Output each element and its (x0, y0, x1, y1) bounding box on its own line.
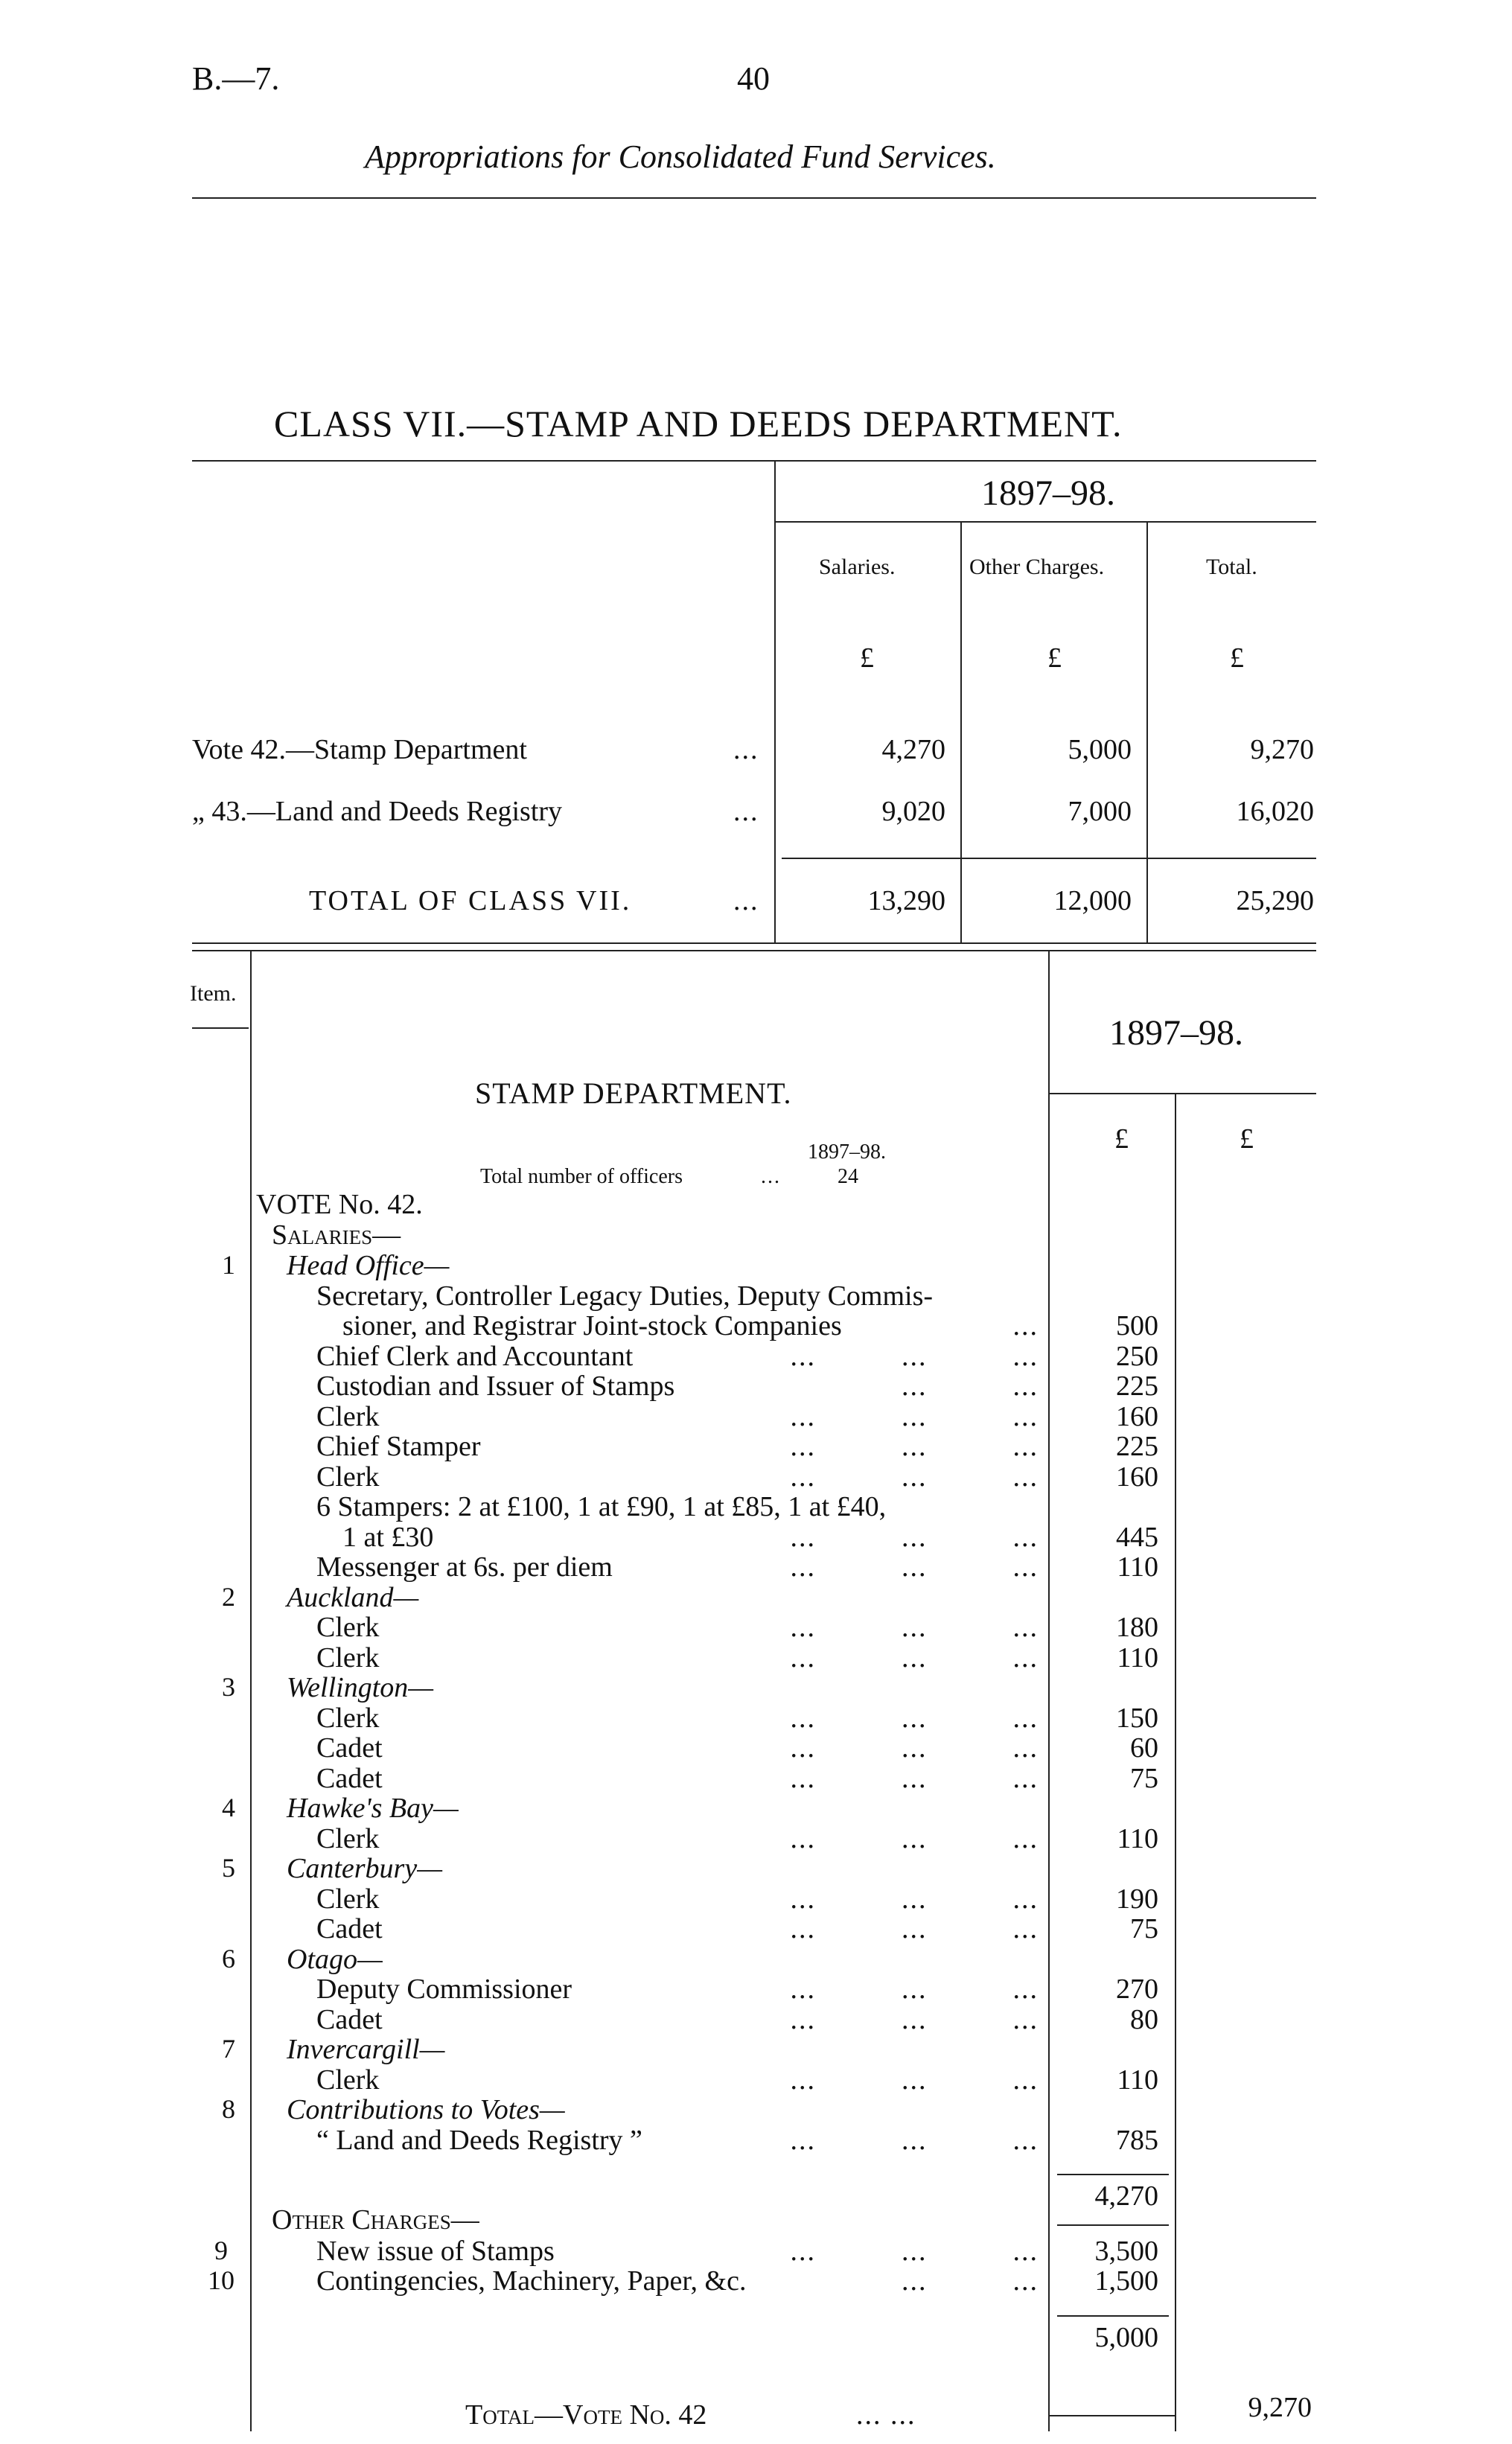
summary-row-leader: ... (733, 796, 759, 827)
dot-leader: ... ... ... (790, 1913, 1039, 1944)
line-amount: 180 (1116, 1612, 1158, 1643)
summary-left-border (774, 460, 776, 942)
line-description: New issue of Stamps (316, 2236, 555, 2267)
line-amount: 80 (1130, 2004, 1158, 2035)
summary-total-other: 12,000 (1053, 885, 1132, 916)
dot-leader: ... ... ... (790, 1703, 1039, 1734)
item-number: 2 (222, 1582, 235, 1612)
vote-total-amount: 9,270 (1248, 2392, 1312, 2423)
line-description: Cadet (316, 1913, 383, 1944)
line-amount: 3,500 (1094, 2236, 1158, 2267)
office-heading: Contributions to Votes— (287, 2094, 565, 2125)
line-amount: 500 (1116, 1310, 1158, 1341)
officers-leader: ... (761, 1165, 781, 1188)
detail-currency-1: £ (1114, 1123, 1129, 1155)
line-amount: 110 (1117, 2064, 1158, 2096)
detail-year: 1897–98. (1109, 1013, 1243, 1053)
line-description: Clerk (316, 1703, 380, 1734)
line-description: Custodian and Issuer of Stamps (316, 1371, 675, 1402)
summary-currency-salaries: £ (860, 642, 874, 674)
page-reference: B.—7. (192, 60, 280, 97)
running-title: Appropriations for Consolidated Fund Services. (365, 138, 996, 175)
summary-row-label: Vote 42.—Stamp Department (192, 734, 527, 765)
dot-leader: ... ... ... (790, 1823, 1039, 1854)
line-description: 1 at £30 (342, 1522, 434, 1553)
line-description: sioner, and Registrar Joint-stock Companies (342, 1310, 842, 1341)
item-number: 5 (222, 1853, 235, 1883)
summary-col-divider-2 (1146, 521, 1148, 942)
line-amount: 60 (1130, 1732, 1158, 1764)
office-heading: Otago— (287, 1944, 383, 1975)
line-description: Cadet (316, 1732, 383, 1764)
summary-total-leader: ... (733, 885, 759, 916)
summary-col-other-charges: Other Charges. (969, 555, 1105, 579)
item-number: 10 (208, 2265, 235, 2295)
line-description: Clerk (316, 1612, 380, 1643)
item-number: 6 (222, 1944, 235, 1974)
line-description: Chief Stamper (316, 1431, 481, 1462)
dot-leader: ... ... (902, 1371, 1039, 1402)
item-header-rule (192, 1027, 249, 1029)
summary-total-total: 25,290 (1236, 885, 1314, 916)
line-amount: 225 (1116, 1371, 1158, 1402)
dot-leader: ... ... ... (790, 1883, 1039, 1915)
line-amount: 75 (1130, 1763, 1158, 1794)
line-amount: 110 (1117, 1642, 1158, 1674)
line-description: Clerk (316, 1883, 380, 1915)
line-description: “ Land and Deeds Registry ” (316, 2125, 642, 2156)
dot-leader: ... ... ... (790, 2004, 1039, 2035)
detail-currency-2: £ (1240, 1123, 1254, 1155)
line-description: Secretary, Controller Legacy Duties, Deputy Commis- (316, 1280, 934, 1312)
other-subtotal-rule (1057, 2315, 1169, 2317)
summary-year: 1897–98. (981, 473, 1115, 513)
detail-year-rule (1048, 1093, 1316, 1094)
office-heading: Head Office— (287, 1250, 450, 1281)
dot-leader: ... ... ... (790, 2236, 1039, 2267)
line-amount: 1,500 (1094, 2265, 1158, 2297)
item-number: 8 (222, 2094, 235, 2124)
item-number: 1 (222, 1250, 235, 1280)
class-title: CLASS VII.—STAMP AND DEEDS DEPARTMENT. (274, 403, 1123, 444)
summary-row-salaries: 4,270 (881, 734, 945, 765)
vote-total-leader: ... ... (856, 2399, 916, 2431)
summary-row-label: „ 43.—Land and Deeds Registry (192, 796, 563, 827)
line-description: Chief Clerk and Accountant (316, 1341, 634, 1372)
summary-currency-other: £ (1047, 642, 1062, 674)
line-description: Clerk (316, 1642, 380, 1674)
other-charges-label: Other Charges— (272, 2204, 479, 2236)
item-number: 9 (214, 2236, 228, 2265)
summary-subtotal-rule (782, 858, 1316, 859)
dot-leader: ... ... ... (790, 1401, 1039, 1432)
other-total-rule (1050, 2415, 1175, 2416)
line-amount: 160 (1116, 1401, 1158, 1432)
dot-leader: ... ... ... (790, 1974, 1039, 2005)
dot-leader: ... ... ... (790, 1612, 1039, 1643)
item-number: 7 (222, 2034, 235, 2064)
office-heading: Hawke's Bay— (287, 1793, 459, 1824)
office-heading: Canterbury— (287, 1853, 442, 1884)
line-description: Clerk (316, 1823, 380, 1854)
summary-col-total: Total. (1206, 555, 1257, 579)
dot-leader: ... ... ... (790, 1461, 1039, 1493)
department-title: STAMP DEPARTMENT. (475, 1076, 792, 1110)
dot-leader: ... ... ... (790, 1522, 1039, 1553)
summary-row-other: 5,000 (1068, 734, 1132, 765)
summary-bottom-rule-2 (192, 950, 1316, 951)
line-description: Cadet (316, 2004, 383, 2035)
amount-column-divider (1175, 1094, 1176, 2431)
dot-leader: ... ... (902, 2265, 1039, 2297)
item-number: 3 (222, 1672, 235, 1702)
line-amount: 445 (1116, 1522, 1158, 1553)
line-amount: 250 (1116, 1341, 1158, 1372)
dot-leader: ... ... ... (790, 1642, 1039, 1674)
line-description: Clerk (316, 1461, 380, 1493)
salaries-label: Salaries— (272, 1219, 401, 1251)
dot-leader: ... ... ... (790, 2125, 1039, 2156)
class-title-rule (192, 460, 1316, 462)
page-number: 40 (737, 60, 770, 97)
line-amount: 110 (1117, 1823, 1158, 1854)
line-amount: 785 (1116, 2125, 1158, 2156)
summary-col-salaries: Salaries. (819, 555, 896, 579)
header-rule (192, 197, 1316, 199)
line-description: Clerk (316, 1401, 380, 1432)
dot-leader: ... ... ... (790, 1341, 1039, 1372)
office-heading: Auckland— (287, 1582, 419, 1613)
line-amount: 150 (1116, 1703, 1158, 1734)
vote-label: VOTE No. 42. (256, 1189, 423, 1220)
dot-leader: ... ... ... (790, 1551, 1039, 1583)
item-column-header: Item. (190, 981, 237, 1006)
summary-total-label: TOTAL OF CLASS VII. (309, 885, 632, 916)
summary-row-other: 7,000 (1068, 796, 1132, 827)
office-heading: Wellington— (287, 1672, 434, 1703)
summary-bottom-rule (192, 942, 1316, 944)
summary-total-salaries: 13,290 (867, 885, 945, 916)
dot-leader: ... ... ... (790, 1763, 1039, 1794)
officers-year: 1897–98. (808, 1140, 886, 1164)
line-description: Contingencies, Machinery, Paper, &c. (316, 2265, 747, 2297)
summary-col-divider-1 (960, 521, 962, 942)
summary-row-leader: ... (733, 734, 759, 765)
line-amount: 225 (1116, 1431, 1158, 1462)
salaries-total-rule (1057, 2224, 1169, 2226)
item-number: 4 (222, 1793, 235, 1822)
line-description: Cadet (316, 1763, 383, 1794)
summary-currency-total: £ (1230, 642, 1244, 674)
line-amount: 190 (1116, 1883, 1158, 1915)
summary-row-salaries: 9,020 (881, 796, 945, 827)
line-description: Messenger at 6s. per diem (316, 1551, 613, 1583)
vote-total-label: Total—Vote No. 42 (465, 2399, 707, 2431)
summary-year-rule (774, 521, 1316, 523)
line-description: Deputy Commissioner (316, 1974, 572, 2005)
dot-leader: ... ... ... (790, 2064, 1039, 2096)
dot-leader: ... ... ... (790, 1732, 1039, 1764)
line-amount: 110 (1117, 1551, 1158, 1583)
line-amount: 75 (1130, 1913, 1158, 1944)
salaries-total: 4,270 (1094, 2180, 1158, 2212)
line-amount: 270 (1116, 1974, 1158, 2005)
officers-count: 24 (838, 1165, 858, 1188)
dot-leader: ... ... ... (790, 1431, 1039, 1462)
line-amount: 160 (1116, 1461, 1158, 1493)
summary-row-total: 9,270 (1250, 734, 1314, 765)
line-description: 6 Stampers: 2 at £100, 1 at £90, 1 at £85, 1 at £40, (316, 1491, 887, 1522)
summary-row-total: 16,020 (1236, 796, 1314, 827)
other-charges-total: 5,000 (1094, 2322, 1158, 2353)
line-description: Clerk (316, 2064, 380, 2096)
officers-label: Total number of officers (480, 1165, 683, 1188)
dot-leader: ... (1012, 1310, 1039, 1341)
office-heading: Invercargill— (287, 2034, 445, 2065)
salaries-subtotal-rule (1057, 2174, 1169, 2175)
